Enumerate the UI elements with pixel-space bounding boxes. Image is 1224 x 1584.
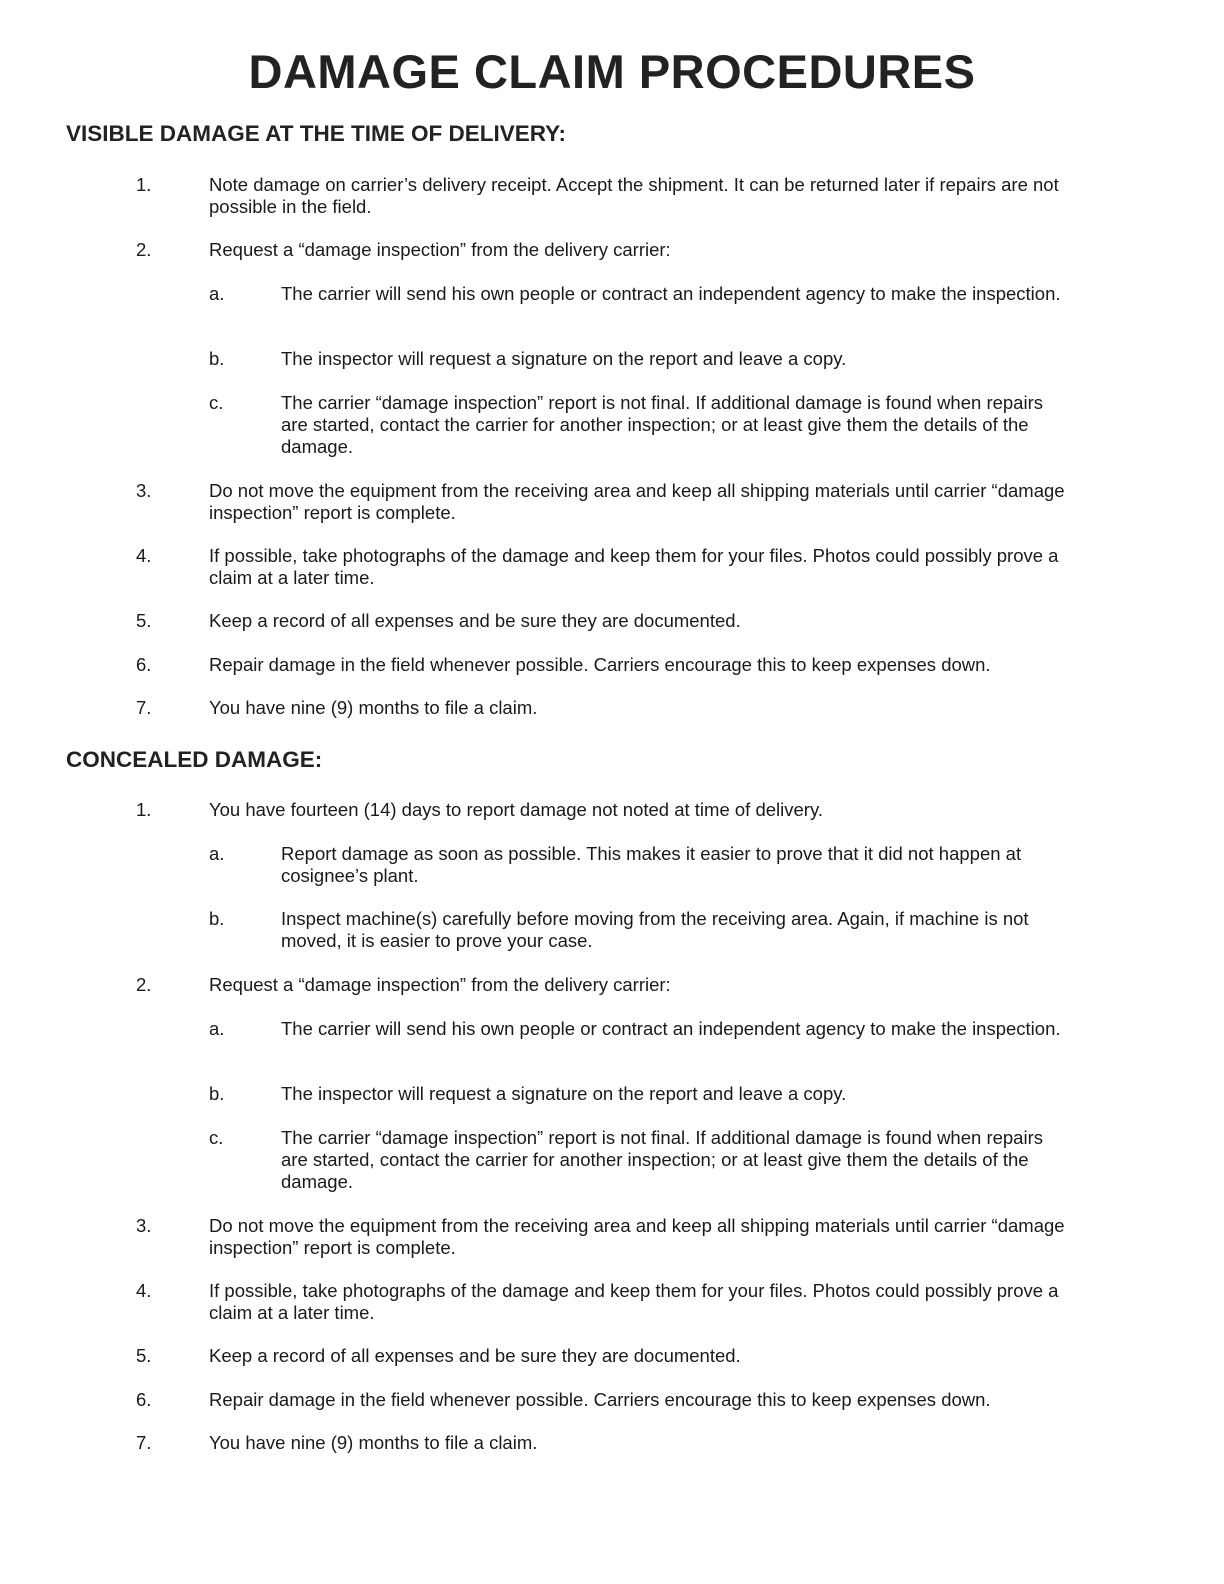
sub-item-text: The inspector will request a signature on the report and leave a copy. xyxy=(281,1083,847,1104)
section-heading-concealed-damage: CONCEALED DAMAGE: xyxy=(66,747,323,772)
sub-item-text: Inspect machine(s) carefully before moving from the receiving area. Again, if machine is not moved, it is easier to prove your case. xyxy=(281,908,1029,951)
item-number: 7. xyxy=(136,1432,152,1453)
item-number: 6. xyxy=(136,1389,152,1410)
item-text: Repair damage in the field whenever possible. Carriers encourage this to keep expenses down. xyxy=(209,1389,991,1410)
sub-item-text: The carrier will send his own people or contract an independent agency to make the inspection. xyxy=(281,283,1061,304)
item-text: If possible, take photographs of the damage and keep them for your files. Photos could possibly prove a claim at a later time. xyxy=(209,1280,1059,1323)
sub-item-letter: a. xyxy=(209,283,225,304)
item-text: Keep a record of all expenses and be sure they are documented. xyxy=(209,1345,741,1366)
item-text: Do not move the equipment from the receiving area and keep all shipping materials until carrier “damage inspection” report is complete. xyxy=(209,480,1065,523)
sub-item-text: The carrier “damage inspection” report is not final. If additional damage is found when repairs are started, contact the carrier for another inspection; or at least give them the details of the damage. xyxy=(281,1127,1043,1192)
item-text: Note damage on carrier’s delivery receipt. Accept the shipment. It can be returned later if repairs are not possible in the field. xyxy=(209,174,1059,217)
sub-item-text: The carrier will send his own people or contract an independent agency to make the inspection. xyxy=(281,1018,1061,1039)
item-number: 3. xyxy=(136,1215,152,1236)
item-text: Repair damage in the field whenever possible. Carriers encourage this to keep expenses down. xyxy=(209,654,991,675)
page-title: DAMAGE CLAIM PROCEDURES xyxy=(248,45,976,98)
item-number: 1. xyxy=(136,799,152,820)
item-number: 7. xyxy=(136,697,152,718)
section-heading-visible-damage: VISIBLE DAMAGE AT THE TIME OF DELIVERY: xyxy=(66,121,567,146)
sub-item-text: The inspector will request a signature on the report and leave a copy. xyxy=(281,348,847,369)
item-number: 2. xyxy=(136,974,152,995)
item-text: Request a “damage inspection” from the delivery carrier: xyxy=(209,239,671,260)
item-text: You have nine (9) months to file a claim. xyxy=(209,1432,538,1453)
sub-item-letter: b. xyxy=(209,908,225,929)
item-text: Request a “damage inspection” from the delivery carrier: xyxy=(209,974,671,995)
item-number: 6. xyxy=(136,654,152,675)
item-text: You have fourteen (14) days to report damage not noted at time of delivery. xyxy=(209,799,823,820)
sub-item-letter: c. xyxy=(209,392,224,413)
sub-item-letter: c. xyxy=(209,1127,224,1148)
sub-item-text: The carrier “damage inspection” report is not final. If additional damage is found when repairs are started, contact the carrier for another inspection; or at least give them the details of the damage. xyxy=(281,392,1043,457)
item-number: 5. xyxy=(136,1345,152,1366)
sub-item-letter: b. xyxy=(209,348,225,369)
sub-item-letter: a. xyxy=(209,843,225,864)
item-text: Do not move the equipment from the receiving area and keep all shipping materials until carrier “damage inspection” report is complete. xyxy=(209,1215,1065,1258)
item-text: If possible, take photographs of the damage and keep them for your files. Photos could possibly prove a claim at a later time. xyxy=(209,545,1059,588)
item-text: Keep a record of all expenses and be sure they are documented. xyxy=(209,610,741,631)
sub-item-letter: a. xyxy=(209,1018,225,1039)
item-number: 4. xyxy=(136,545,152,566)
sub-item-text: Report damage as soon as possible. This makes it easier to prove that it did not happen at cosignee’s plant. xyxy=(281,843,1022,886)
item-number: 3. xyxy=(136,480,152,501)
item-number: 5. xyxy=(136,610,152,631)
item-text: You have nine (9) months to file a claim. xyxy=(209,697,538,718)
sub-item-letter: b. xyxy=(209,1083,225,1104)
item-number: 1. xyxy=(136,174,152,195)
item-number: 2. xyxy=(136,239,152,260)
item-number: 4. xyxy=(136,1280,152,1301)
